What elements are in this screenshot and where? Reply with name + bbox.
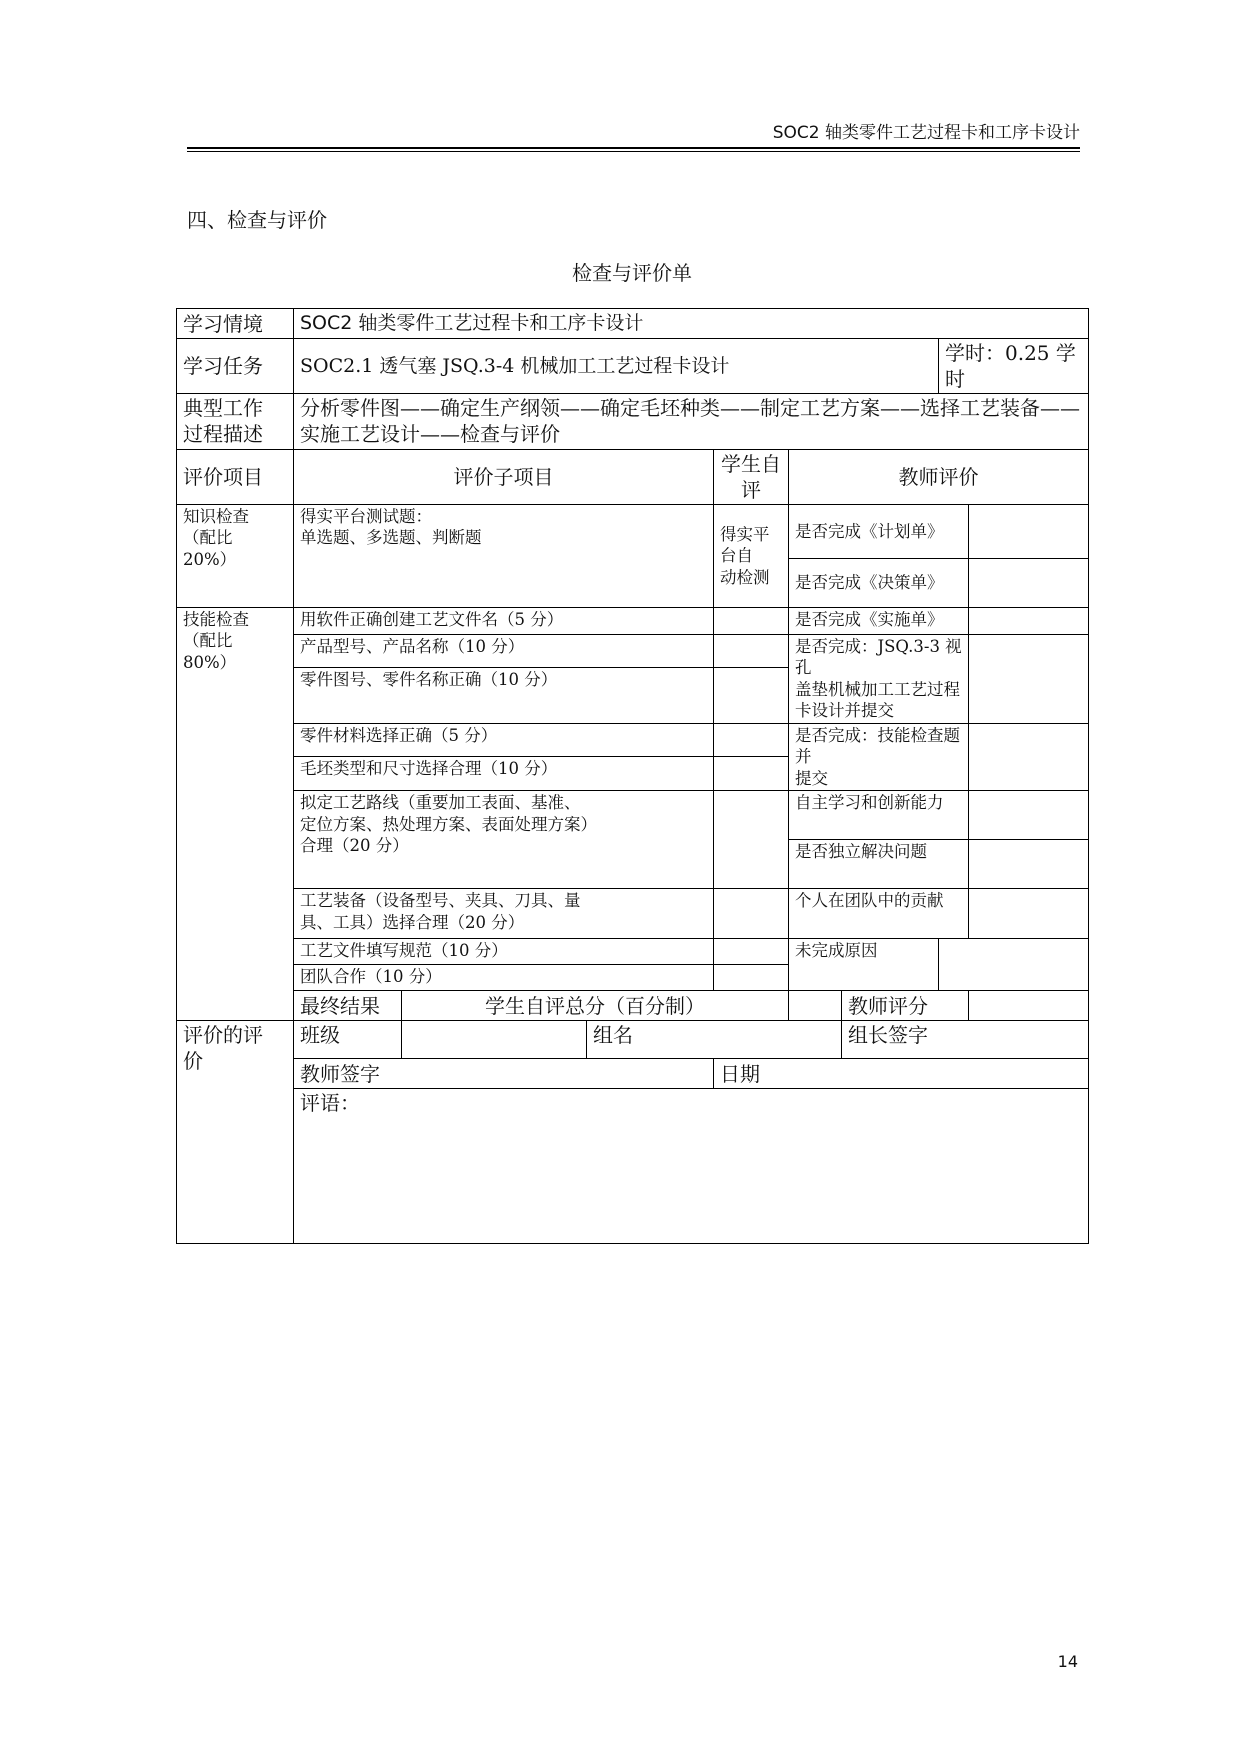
skill-item-blank: 毛坯类型和尺寸选择合理（10 分） (294, 757, 714, 791)
knowledge-self-eval (714, 505, 789, 608)
self-score-equipment[interactable] (714, 889, 789, 939)
teacher-item-decision: 是否完成《决策单》 (789, 559, 969, 608)
teacher-item-jsq-line-2: 盖垫机械加工工艺过程 (795, 679, 960, 699)
skill-item-route-line-3: 合理（20 分） (300, 835, 409, 855)
self-score-material[interactable] (714, 723, 789, 757)
teacher-item-independent: 是否独立解决问题 (789, 840, 969, 889)
knowledge-self-line-1: 得实平台自 (720, 524, 770, 566)
skill-item-product: 产品型号、产品名称（10 分） (294, 635, 714, 668)
skill-label-line-1: 技能检查 (183, 610, 249, 629)
final-teacher-label: 教师评分 (842, 991, 969, 1021)
teacher-item-jsq (789, 635, 969, 724)
skill-item-equipment-line-2: 具、工具）选择合理（20 分） (300, 912, 525, 932)
teacher-score-decision[interactable] (969, 559, 1089, 608)
self-score-file-name[interactable] (714, 608, 789, 635)
final-label: 最终结果 (294, 991, 402, 1021)
date-label: 日期 (714, 1059, 1089, 1089)
knowledge-label-line-1: 知识检查 (183, 507, 249, 526)
process-label-line-2: 过程描述 (183, 422, 263, 446)
form-title: 检查与评价单 (572, 261, 692, 285)
skill-item-team: 团队合作（10 分） (294, 965, 714, 991)
teacher-item-skill-line-1: 是否完成：技能检查题并 (795, 725, 960, 767)
teacher-item-impl: 是否完成《实施单》 (789, 608, 969, 635)
skill-item-material: 零件材料选择正确（5 分） (294, 723, 714, 757)
self-score-standard[interactable] (714, 939, 789, 965)
teacher-score-team[interactable] (969, 889, 1089, 939)
col-header-teacher: 教师评价 (789, 450, 1089, 505)
final-teacher-value[interactable] (969, 991, 1089, 1021)
teacher-score-plan[interactable] (969, 505, 1089, 559)
teacher-sign-label: 教师签字 (294, 1059, 714, 1089)
task-value: SOC2.1 透气塞 JSQ.3-4 机械加工工艺过程卡设计 (294, 339, 939, 394)
header-rule-thin (187, 151, 1080, 152)
self-score-route[interactable] (714, 791, 789, 889)
col-header-subitem: 评价子项目 (294, 450, 714, 505)
skill-item-equipment (294, 889, 714, 939)
reason-value[interactable] (939, 939, 1089, 991)
self-score-part[interactable] (714, 667, 789, 723)
skill-label-line-3: 80%） (183, 652, 237, 672)
knowledge-label-line-2: （配比 (183, 528, 233, 548)
teacher-item-jsq-line-3: 卡设计并提交 (795, 701, 894, 721)
class-label: 班级 (294, 1021, 402, 1059)
process-description: 分析零件图——确定生产纲领——确定毛坯种类——制定工艺方案——选择工艺装备——实施工艺设计——检查与评价 (294, 394, 1089, 450)
knowledge-label-line-3: 20%） (183, 549, 237, 569)
page-number: 14 (1057, 1652, 1078, 1671)
process-label (177, 394, 294, 450)
process-label-line-1: 典型工作 (183, 396, 263, 420)
class-value[interactable] (402, 1021, 587, 1059)
teacher-item-self-learn: 自主学习和创新能力 (789, 791, 969, 840)
skill-item-file-name: 用软件正确创建工艺文件名（5 分） (294, 608, 714, 635)
teacher-score-jsq[interactable] (969, 635, 1089, 724)
teacher-item-plan: 是否完成《计划单》 (789, 505, 969, 559)
teacher-item-skill (789, 723, 969, 790)
skill-item-equipment-line-1: 工艺装备（设备型号、夹具、刀具、量 (300, 891, 581, 911)
task-label: 学习任务 (177, 339, 294, 394)
running-header: SOC2 轴类零件工艺过程卡和工序卡设计 (772, 123, 1080, 143)
self-score-team[interactable] (714, 965, 789, 991)
self-score-product[interactable] (714, 635, 789, 668)
teacher-score-independent[interactable] (969, 840, 1089, 889)
situation-value: SOC2 轴类零件工艺过程卡和工序卡设计 (294, 309, 1089, 339)
col-header-item: 评价项目 (177, 450, 294, 505)
comment-box[interactable]: 评语： (294, 1089, 1089, 1244)
skill-item-route-line-1: 拟定工艺路线（重要加工表面、基准、 (300, 793, 581, 813)
eval-label-line-2: 价 (183, 1049, 203, 1074)
col-header-self: 学生自评 (714, 450, 789, 505)
knowledge-subitem (294, 505, 714, 608)
teacher-score-self-learn[interactable] (969, 791, 1089, 840)
knowledge-label (177, 505, 294, 608)
evaluation-form (176, 308, 1089, 1244)
final-self-total-value[interactable] (789, 991, 842, 1021)
self-score-blank[interactable] (714, 757, 789, 791)
skill-item-route-line-2: 定位方案、热处理方案、表面处理方案） (300, 814, 597, 834)
skill-label (177, 608, 294, 1021)
knowledge-subitem-line-1: 得实平台测试题： (300, 507, 432, 526)
eval-label (177, 1021, 294, 1244)
teacher-item-jsq-line-1: 是否完成：JSQ.3-3 视孔 (795, 637, 962, 678)
teacher-score-skill[interactable] (969, 723, 1089, 790)
header-rule-thick (187, 147, 1080, 149)
leader-sign-label: 组长签字 (842, 1021, 1089, 1059)
teacher-item-team: 个人在团队中的贡献 (789, 889, 969, 939)
teacher-item-skill-line-2: 提交 (795, 768, 828, 788)
knowledge-subitem-line-2: 单选题、多选题、判断题 (300, 528, 482, 548)
hours-value: 学时：0.25 学时 (939, 339, 1089, 394)
section-title: 四、检查与评价 (187, 208, 327, 232)
skill-item-route (294, 791, 714, 889)
situation-label: 学习情境 (177, 309, 294, 339)
final-self-total-label: 学生自评总分（百分制） (402, 991, 789, 1021)
group-label: 组名 (587, 1021, 842, 1059)
skill-item-standard: 工艺文件填写规范（10 分） (294, 939, 714, 965)
eval-label-line-1: 评价的评 (183, 1023, 263, 1048)
knowledge-self-line-2: 动检测 (720, 567, 770, 587)
teacher-score-impl[interactable] (969, 608, 1089, 635)
skill-item-part: 零件图号、零件名称正确（10 分） (294, 667, 714, 723)
teacher-item-reason: 未完成原因 (789, 939, 939, 991)
skill-label-line-2: （配比 (183, 631, 233, 651)
